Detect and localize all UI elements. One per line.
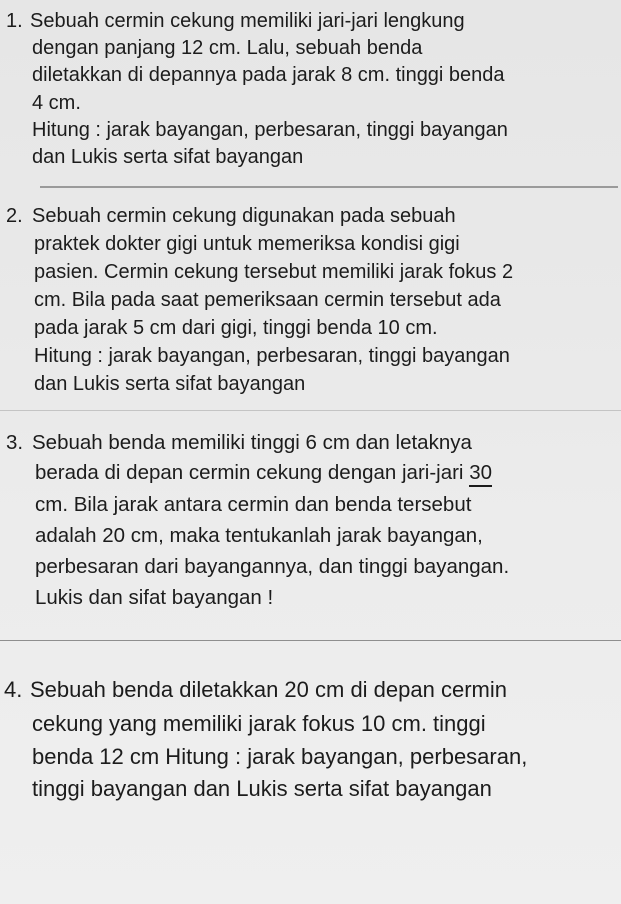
question-line: Sebuah cermin cekung digunakan pada sebuah [32, 205, 456, 227]
question-line: cekung yang memiliki jarak fokus 10 cm. tinggi [32, 711, 486, 736]
question-line: diletakkan di depannya pada jarak 8 cm. tinggi benda [32, 64, 505, 86]
question-line: Lukis dan sifat bayangan ! [35, 586, 274, 609]
question-line: cm. Bila jarak antara cermin dan benda tersebut [35, 493, 472, 516]
question-line: Hitung : jarak bayangan, perbesaran, tinggi bayangan [34, 345, 510, 367]
question-line: Sebuah cermin cekung memiliki jari-jari lengkung [30, 10, 465, 32]
cut-line [40, 186, 618, 188]
question-number: 2. [6, 205, 23, 227]
question-line [35, 463, 492, 484]
question-line: pasien. Cermin cekung tersebut memiliki jarak fokus 2 [34, 261, 514, 283]
question-line: Hitung : jarak bayangan, perbesaran, tinggi bayangan [32, 119, 508, 141]
question-line: benda 12 cm Hitung : jarak bayangan, perbesaran, [32, 744, 528, 769]
cut-line [0, 640, 621, 641]
question-number: 4. [4, 677, 23, 702]
question-line: dengan panjang 12 cm. Lalu, sebuah benda [32, 37, 423, 59]
question-line: Sebuah benda diletakkan 20 cm di depan cermin [30, 677, 507, 702]
question-line: dan Lukis serta sifat bayangan [32, 146, 304, 168]
cut-line [0, 410, 621, 411]
question-line: perbesaran dari bayangannya, dan tinggi bayangan. [35, 555, 510, 578]
question-line: dan Lukis serta sifat bayangan [34, 373, 306, 395]
question-line: Sebuah benda memiliki tinggi 6 cm dan letaknya [32, 431, 472, 454]
question-line: praktek dokter gigi untuk memeriksa kondisi gigi [34, 233, 460, 255]
question-line-text: berada di depan cermin cekung dengan jari-jari [35, 461, 470, 484]
question-line: pada jarak 5 cm dari gigi, tinggi benda 10 cm. [34, 317, 438, 339]
question-line: cm. Bila pada saat pemeriksaan cermin tersebut ada [34, 289, 501, 311]
question-number: 1. [6, 10, 23, 32]
question-line: tinggi bayangan dan Lukis serta sifat bayangan [32, 776, 492, 801]
question-line: 4 cm. [32, 92, 81, 114]
question-number: 3. [6, 431, 24, 454]
question-line: adalah 20 cm, maka tentukanlah jarak bayangan, [35, 524, 483, 547]
underlined-value: 30 [469, 461, 492, 487]
